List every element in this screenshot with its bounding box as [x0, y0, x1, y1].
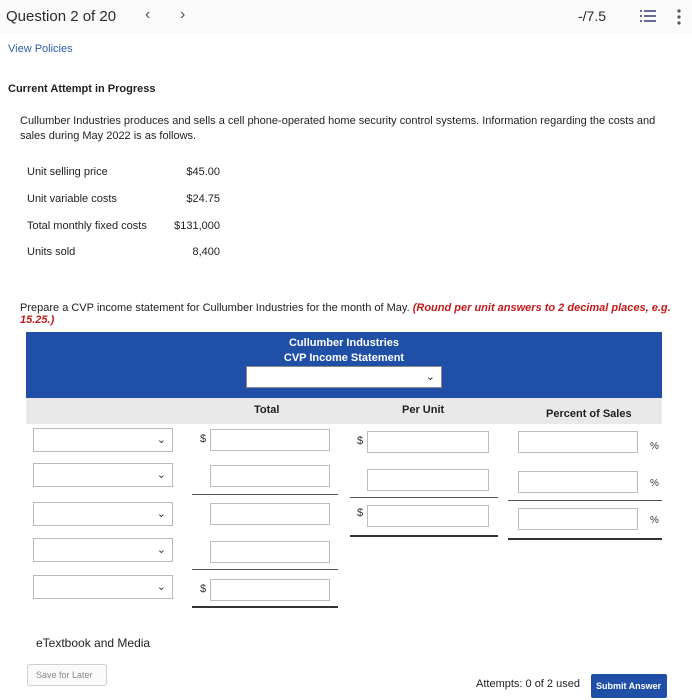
attempts-count: Attempts: 0 of 2 used	[476, 678, 580, 690]
previous-question-button[interactable]: ‹	[145, 6, 151, 23]
dollar-sign: $	[357, 507, 364, 519]
top-bar	[0, 0, 692, 34]
given-label: Unit selling price	[27, 166, 108, 178]
chevron-down-icon: ⌄	[156, 434, 166, 446]
percent-sign: %	[650, 441, 659, 452]
dollar-sign: $	[200, 433, 207, 445]
attempt-heading: Current Attempt in Progress	[8, 83, 156, 95]
subtotal-rule	[508, 500, 662, 501]
total-input[interactable]	[210, 579, 330, 601]
per-unit-input[interactable]	[367, 431, 489, 453]
given-label: Unit variable costs	[27, 193, 117, 205]
percent-input[interactable]	[518, 431, 638, 453]
problem-text: Cullumber Industries produces and sells a cell phone-operated home security control systems. Information regarding the costs and sales during May 2022 is as follows.	[20, 115, 656, 142]
etextbook-media-link[interactable]: eTextbook and Media	[36, 636, 151, 650]
given-value: 8,400	[192, 246, 220, 258]
per-unit-input[interactable]	[367, 505, 489, 527]
chevron-down-icon: ⌄	[156, 544, 166, 556]
list-icon[interactable]	[640, 8, 656, 24]
chevron-down-icon: ⌄	[156, 469, 166, 481]
line-item-select[interactable]	[33, 502, 173, 526]
score: -/7.5	[578, 8, 607, 24]
total-rule	[508, 538, 662, 540]
dollar-sign: $	[357, 435, 364, 447]
given-label: Total monthly fixed costs	[27, 220, 147, 232]
given-label: Units sold	[27, 246, 76, 258]
submit-answer-button[interactable]: Submit Answer	[591, 674, 667, 698]
instruction	[20, 302, 692, 326]
chevron-down-icon: ⌄	[156, 581, 166, 593]
total-input[interactable]	[210, 429, 330, 451]
statement-title: CVP Income Statement	[283, 352, 405, 364]
save-for-later-button[interactable]: Save for Later	[27, 664, 107, 686]
total-input[interactable]	[210, 465, 330, 487]
total-input[interactable]	[210, 503, 330, 525]
column-header-row	[26, 398, 662, 424]
per-unit-input[interactable]	[367, 469, 489, 491]
statement-header	[26, 332, 662, 398]
view-policies-link[interactable]: View Policies	[8, 43, 73, 55]
total-input[interactable]	[210, 541, 330, 563]
dollar-sign: $	[200, 583, 207, 595]
column-percent-of-sales: Percent of Sales	[546, 408, 632, 420]
next-question-button[interactable]: ›	[180, 6, 186, 23]
question-counter: Question 2 of 20	[6, 8, 117, 25]
company-name: Cullumber Industries	[288, 337, 400, 349]
column-total: Total	[254, 404, 280, 416]
subtotal-rule	[192, 494, 338, 495]
line-item-select[interactable]	[33, 575, 173, 599]
instruction-text: Prepare a CVP income statement for Cullumber Industries for the month of May.	[20, 302, 410, 314]
total-rule	[192, 606, 338, 608]
given-value: $24.75	[186, 193, 220, 205]
percent-sign: %	[650, 478, 659, 489]
total-rule	[350, 535, 498, 537]
line-item-select[interactable]	[33, 463, 173, 487]
subtotal-rule	[350, 497, 498, 498]
column-per-unit: Per Unit	[402, 404, 445, 416]
given-value: $45.00	[186, 166, 220, 178]
period-select[interactable]	[246, 366, 442, 388]
more-vertical-icon[interactable]	[676, 8, 682, 26]
given-value: $131,000	[174, 220, 220, 232]
chevron-down-icon: ⌄	[156, 508, 166, 520]
rounding-note: (Round per unit answers to 2 decimal places, e.g. 15.25.)	[20, 302, 671, 326]
chevron-down-icon: ⌄	[425, 371, 435, 383]
percent-sign: %	[650, 515, 659, 526]
percent-input[interactable]	[518, 508, 638, 530]
line-item-select[interactable]	[33, 538, 173, 562]
subtotal-rule	[192, 569, 338, 570]
percent-input[interactable]	[518, 471, 638, 493]
line-item-select[interactable]	[33, 428, 173, 452]
